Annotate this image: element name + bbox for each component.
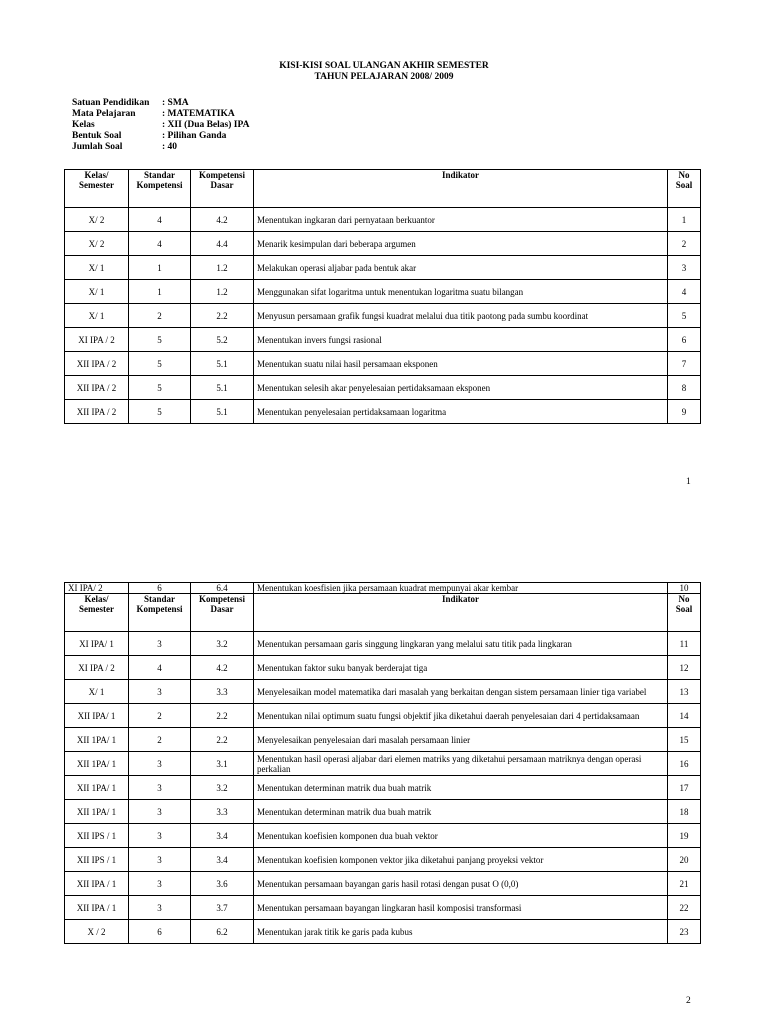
table-row bbox=[65, 208, 701, 232]
cell-no: 6 bbox=[668, 328, 701, 352]
cell-kd: 3.3 bbox=[191, 800, 254, 824]
cell-indikator: Menentukan koesfisien jika persamaan kuadrat mempunyai akar kembar bbox=[254, 583, 668, 594]
cell-kd: 5.1 bbox=[191, 400, 254, 424]
table-row bbox=[65, 848, 701, 872]
cell-kelas: XII 1PA/ 1 bbox=[65, 800, 129, 824]
header-indikator: Indikator bbox=[254, 170, 668, 208]
cell-indikator: Menentukan invers fungsi rasional bbox=[254, 328, 668, 352]
cell-kd: 1.2 bbox=[191, 256, 254, 280]
header-no-soal: No Soal bbox=[668, 594, 701, 632]
cell-kd: 3.3 bbox=[191, 680, 254, 704]
cell-indikator: Menyusun persamaan grafik fungsi kuadrat melalui dua titik paotong pada sumbu koordinat bbox=[254, 304, 668, 328]
info-block bbox=[72, 98, 249, 153]
cell-kd: 2.2 bbox=[191, 304, 254, 328]
cell-kd: 6.4 bbox=[191, 583, 254, 594]
cell-kd: 5.1 bbox=[191, 352, 254, 376]
table-header-row bbox=[65, 594, 701, 632]
cell-kelas: XI IPA/ 2 bbox=[65, 583, 129, 594]
cell-indikator: Menyelesaikan model matematika dari masalah yang berkaitan dengan sistem persamaan linier tiga variabel bbox=[254, 680, 668, 704]
table-row bbox=[65, 400, 701, 424]
document-subtitle: TAHUN PELAJARAN 2008/ 2009 bbox=[314, 72, 454, 82]
table-row bbox=[65, 896, 701, 920]
cell-kelas: XI IPA/ 1 bbox=[65, 632, 129, 656]
cell-kd: 6.2 bbox=[191, 920, 254, 944]
cell-sk: 3 bbox=[129, 776, 191, 800]
cell-kelas: XII IPA / 2 bbox=[65, 352, 129, 376]
cell-sk: 3 bbox=[129, 824, 191, 848]
info-value: : XII (Dua Belas) IPA bbox=[162, 120, 250, 130]
cell-sk: 5 bbox=[129, 376, 191, 400]
cell-no: 20 bbox=[668, 848, 701, 872]
cell-indikator: Menentukan selesih akar penyelesaian pertidaksamaan eksponen bbox=[254, 376, 668, 400]
cell-sk: 3 bbox=[129, 872, 191, 896]
cell-kd: 5.1 bbox=[191, 376, 254, 400]
cell-kelas: XI IPA / 2 bbox=[65, 656, 129, 680]
cell-no: 5 bbox=[668, 304, 701, 328]
cell-sk: 2 bbox=[129, 704, 191, 728]
cell-no: 16 bbox=[668, 752, 701, 776]
header-no-soal: No Soal bbox=[668, 170, 701, 208]
cell-sk: 4 bbox=[129, 208, 191, 232]
cell-kelas: XII 1PA/ 1 bbox=[65, 776, 129, 800]
cell-kd: 3.4 bbox=[191, 824, 254, 848]
cell-kelas: XII IPA / 1 bbox=[65, 896, 129, 920]
cell-indikator: Menentukan koefisien komponen vektor jika diketahui panjang proyeksi vektor bbox=[254, 848, 668, 872]
cell-indikator: Menentukan persamaan garis singgung lingkaran yang melalui satu titik pada lingkaran bbox=[254, 632, 668, 656]
cell-no: 23 bbox=[668, 920, 701, 944]
cell-indikator: Menggunakan sifat logaritma untuk menentukan logaritma suatu bilangan bbox=[254, 280, 668, 304]
header-indikator: Indikator bbox=[254, 594, 668, 632]
cell-indikator: Menentukan persamaan bayangan garis hasil rotasi dengan pusat O (0,0) bbox=[254, 872, 668, 896]
cell-sk: 3 bbox=[129, 848, 191, 872]
cell-indikator: Menentukan penyelesaian pertidaksamaan logaritma bbox=[254, 400, 668, 424]
cell-kd: 3.2 bbox=[191, 776, 254, 800]
cell-kelas: XII IPA / 2 bbox=[65, 376, 129, 400]
cell-kelas: XII IPA/ 1 bbox=[65, 704, 129, 728]
table-row bbox=[65, 632, 701, 656]
header-kelas: Kelas/ Semester bbox=[65, 594, 129, 632]
cell-sk: 5 bbox=[129, 352, 191, 376]
cell-indikator: Menarik kesimpulan dari beberapa argumen bbox=[254, 232, 668, 256]
cell-sk: 1 bbox=[129, 280, 191, 304]
cell-kelas: XII IPA / 2 bbox=[65, 400, 129, 424]
cell-no: 19 bbox=[668, 824, 701, 848]
cell-no: 7 bbox=[668, 352, 701, 376]
info-value: : Pilihan Ganda bbox=[162, 131, 227, 141]
table-row bbox=[65, 776, 701, 800]
cell-indikator: Menentukan koefisien komponen dua buah vektor bbox=[254, 824, 668, 848]
cell-indikator: Menentukan determinan matrik dua buah matrik bbox=[254, 776, 668, 800]
cell-sk: 6 bbox=[129, 583, 191, 594]
cell-indikator: Menentukan determinan matrik dua buah matrik bbox=[254, 800, 668, 824]
info-value: : MATEMATIKA bbox=[162, 109, 235, 119]
cell-indikator: Menentukan faktor suku banyak berderajat tiga bbox=[254, 656, 668, 680]
table-row bbox=[65, 280, 701, 304]
info-row bbox=[72, 142, 249, 153]
cell-kd: 3.6 bbox=[191, 872, 254, 896]
table-header-row bbox=[65, 170, 701, 208]
cell-no: 12 bbox=[668, 656, 701, 680]
cell-no: 3 bbox=[668, 256, 701, 280]
table-row bbox=[65, 752, 701, 776]
cell-kelas: XII 1PA/ 1 bbox=[65, 752, 129, 776]
cell-kd: 2.2 bbox=[191, 728, 254, 752]
cell-indikator: Melakukan operasi aljabar pada bentuk akar bbox=[254, 256, 668, 280]
cell-kd: 2.2 bbox=[191, 704, 254, 728]
cell-sk: 4 bbox=[129, 656, 191, 680]
info-value: : SMA bbox=[162, 98, 189, 108]
header-kompetensi-dasar: Kompetensi Dasar bbox=[191, 170, 254, 208]
cell-kelas: X/ 2 bbox=[65, 208, 129, 232]
cell-indikator: Menentukan jarak titik ke garis pada kubus bbox=[254, 920, 668, 944]
table-row bbox=[65, 872, 701, 896]
cell-indikator: Menentukan suatu nilai hasil persamaan eksponen bbox=[254, 352, 668, 376]
table-row bbox=[65, 728, 701, 752]
info-label: Jumlah Soal bbox=[72, 142, 123, 152]
cell-kelas: XII IPS / 1 bbox=[65, 848, 129, 872]
header-standar-kompetensi: Standar Kompetensi bbox=[129, 170, 191, 208]
info-label: Mata Pelajaran bbox=[72, 109, 136, 119]
cell-sk: 5 bbox=[129, 400, 191, 424]
cell-kd: 4.2 bbox=[191, 656, 254, 680]
table-row bbox=[65, 328, 701, 352]
document-title: KISI-KISI SOAL ULANGAN AKHIR SEMESTER bbox=[279, 61, 489, 71]
cell-no: 13 bbox=[668, 680, 701, 704]
page-number-2: 2 bbox=[686, 996, 691, 1006]
kisi-table-page2 bbox=[64, 582, 701, 944]
header-kompetensi-dasar: Kompetensi Dasar bbox=[191, 594, 254, 632]
cell-kd: 3.1 bbox=[191, 752, 254, 776]
info-label: Kelas bbox=[72, 120, 95, 130]
cell-sk: 3 bbox=[129, 800, 191, 824]
table-row bbox=[65, 920, 701, 944]
cell-kelas: XII 1PA/ 1 bbox=[65, 728, 129, 752]
cell-no: 8 bbox=[668, 376, 701, 400]
cell-no: 4 bbox=[668, 280, 701, 304]
cell-kelas: XII IPS / 1 bbox=[65, 824, 129, 848]
info-row bbox=[72, 98, 249, 109]
info-value: : 40 bbox=[162, 142, 178, 152]
info-label: Bentuk Soal bbox=[72, 131, 122, 141]
cell-no: 22 bbox=[668, 896, 701, 920]
kisi-table-page1 bbox=[64, 169, 701, 424]
table-row bbox=[65, 232, 701, 256]
cell-no: 2 bbox=[668, 232, 701, 256]
cell-sk: 3 bbox=[129, 632, 191, 656]
table-row bbox=[65, 656, 701, 680]
info-row bbox=[72, 131, 249, 142]
cell-sk: 4 bbox=[129, 232, 191, 256]
cell-kelas: XII IPA / 1 bbox=[65, 872, 129, 896]
cell-kd: 4.4 bbox=[191, 232, 254, 256]
cell-indikator: Menyelesaikan penyelesaian dari masalah persamaan linier bbox=[254, 728, 668, 752]
table-row bbox=[65, 304, 701, 328]
cell-no: 11 bbox=[668, 632, 701, 656]
cell-kelas: X/ 1 bbox=[65, 280, 129, 304]
cell-no: 9 bbox=[668, 400, 701, 424]
table-row bbox=[65, 376, 701, 400]
info-row bbox=[72, 120, 249, 131]
cell-sk: 3 bbox=[129, 752, 191, 776]
cell-indikator: Menentukan hasil operasi aljabar dari elemen matriks yang diketahui persamaan matriknya dengan operasi perkalian bbox=[254, 752, 668, 776]
cell-sk: 3 bbox=[129, 680, 191, 704]
header-standar-kompetensi: Standar Kompetensi bbox=[129, 594, 191, 632]
cell-kd: 3.4 bbox=[191, 848, 254, 872]
cell-kd: 1.2 bbox=[191, 280, 254, 304]
table-row bbox=[65, 800, 701, 824]
cell-sk: 3 bbox=[129, 896, 191, 920]
cell-kelas: XI IPA / 2 bbox=[65, 328, 129, 352]
cell-kelas: X/ 1 bbox=[65, 680, 129, 704]
table-row bbox=[65, 704, 701, 728]
cell-kelas: X/ 2 bbox=[65, 232, 129, 256]
info-label: Satuan Pendidikan bbox=[72, 98, 150, 108]
cell-indikator: Menentukan persamaan bayangan lingkaran hasil komposisi transformasi bbox=[254, 896, 668, 920]
cell-kd: 3.7 bbox=[191, 896, 254, 920]
cell-kelas: X / 2 bbox=[65, 920, 129, 944]
cell-no: 1 bbox=[668, 208, 701, 232]
cell-no: 21 bbox=[668, 872, 701, 896]
cell-sk: 2 bbox=[129, 728, 191, 752]
cell-kd: 3.2 bbox=[191, 632, 254, 656]
cell-no: 15 bbox=[668, 728, 701, 752]
cell-no: 14 bbox=[668, 704, 701, 728]
header-kelas: Kelas/ Semester bbox=[65, 170, 129, 208]
cell-sk: 6 bbox=[129, 920, 191, 944]
cell-indikator: Menentukan nilai optimum suatu fungsi objektif jika diketahui daerah penyelesaian dari 4 pertidaksamaan bbox=[254, 704, 668, 728]
page-number-1: 1 bbox=[686, 477, 691, 487]
cell-kd: 4.2 bbox=[191, 208, 254, 232]
cell-no: 10 bbox=[668, 583, 701, 594]
cell-sk: 2 bbox=[129, 304, 191, 328]
info-row bbox=[72, 109, 249, 120]
table-row bbox=[65, 824, 701, 848]
table-row bbox=[65, 256, 701, 280]
table-row bbox=[65, 583, 701, 594]
cell-no: 18 bbox=[668, 800, 701, 824]
cell-indikator: Menentukan ingkaran dari pernyataan berkuantor bbox=[254, 208, 668, 232]
cell-sk: 1 bbox=[129, 256, 191, 280]
cell-kelas: X/ 1 bbox=[65, 256, 129, 280]
table-row bbox=[65, 680, 701, 704]
cell-no: 17 bbox=[668, 776, 701, 800]
cell-kd: 5.2 bbox=[191, 328, 254, 352]
cell-sk: 5 bbox=[129, 328, 191, 352]
table-row bbox=[65, 352, 701, 376]
cell-kelas: X/ 1 bbox=[65, 304, 129, 328]
